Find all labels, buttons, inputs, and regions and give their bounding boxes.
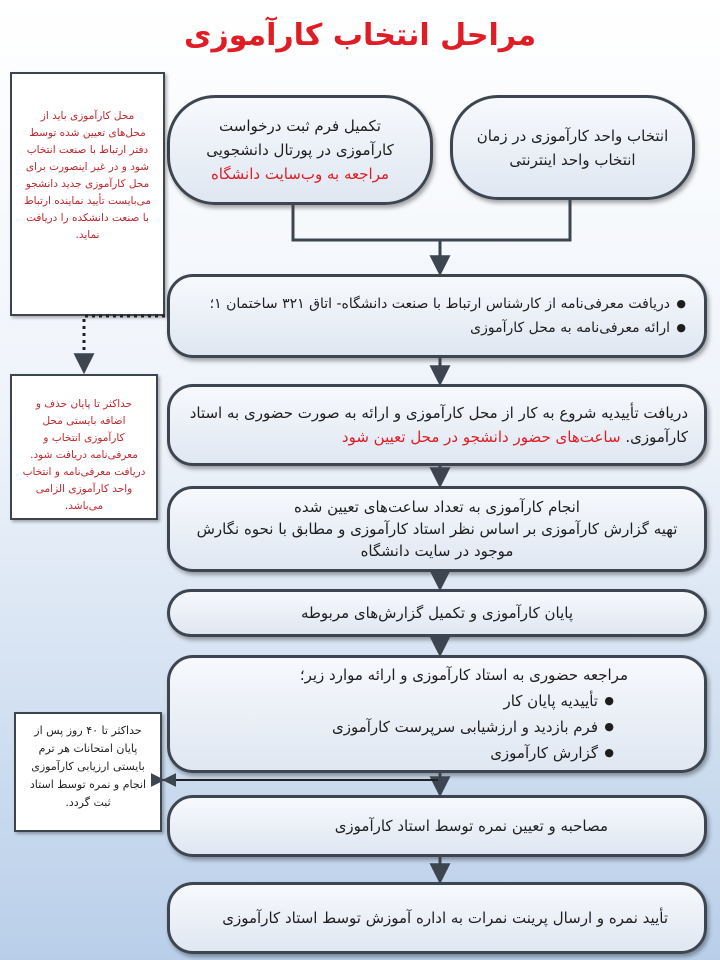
register-line2: کارآموزی در پورتال دانشجویی (206, 141, 394, 159)
confirm-text: دریافت تأییدیه شروع به کار از محل کارآموزی و ارائه به صورت حضوری به استاد کارآموزی. (189, 404, 688, 446)
grade-text: تأیید نمره و ارسال پرینت نمرات به اداره آموزش توسط استاد کارآموزی (222, 909, 668, 927)
dotted-connector (84, 316, 165, 370)
register-line1: تکمیل فرم ثبت درخواست (219, 117, 381, 135)
submit-heading: مراجعه حضوری به استاد کارآموزی و ارائه موارد زیر؛ (299, 666, 628, 684)
register-link-text: مراجعه به وب‌سایت دانشگاه (210, 165, 390, 183)
confirm-red-text: ساعت‌های حضور دانشجو در محل تعیین شود (341, 428, 621, 446)
submit-item-1: ● تأییدیه پایان کار (186, 688, 598, 714)
perform-line2: تهیه گزارش کارآموزی بر اساس نظر استاد کارآموزی و مطابق با نحوه نگارش موجود در سایت دانشگاه (196, 520, 678, 560)
letter-item-2: ● ارائه معرفی‌نامه به محل کارآموزی (186, 316, 670, 340)
finish-text: پایان کارآموزی و تکمیل گزارش‌های مربوطه (300, 604, 574, 622)
page-title: مراحل انتخاب کارآموزی (183, 18, 537, 53)
placement-note-text: محل کارآموزی باید از محل‌های تعیین شده توسط دفتر ارتباط با صنعت انتخاب شود و در غیر اینصورت برای محل کارآموزی جدید دانشجو می‌بایست تأیید نماینده ارتباط با صنعت دانشکده را دریافت نماید. (23, 110, 152, 241)
select-unit-text: انتخاب واحد کارآموزی در زمان انتخاب واحد اینترنتی (476, 126, 669, 169)
submit-item-2: ● فرم بازدید و ارزشیابی سرپرست کارآموزی (186, 714, 598, 740)
connector-register (293, 205, 440, 240)
interview-text: مصاحبه و تعیین نمره توسط استاد کارآموزی (334, 817, 608, 835)
deadline-grade-note-text: حداکثر تا ۴۰ روز پس از پایان امتحانات هر ترم بایستی ارزیابی کارآموزی انجام و نمره توسط استاد ثبت گردد. (29, 724, 147, 809)
deadline-letter-note-text: حداکثر تا پایان حذف و اضافه بایستی محل کارآموزی انتخاب و معرفی‌نامه دریافت شود. دریافت معرفی‌نامه و انتخاب واحد کارآموزی الزامی می‌باشد. (22, 398, 146, 512)
perform-line1: انجام کارآموزی به تعداد ساعت‌های تعیین شده (294, 498, 580, 516)
letter-item-1: ● دریافت معرفی‌نامه از کارشناس ارتباط با صنعت دانشگاه- اتاق ۳۲۱ ساختمان ۱؛ (186, 292, 670, 316)
submit-item-3: ● گزارش کارآموزی (186, 740, 598, 766)
connector-select-unit (440, 200, 570, 240)
